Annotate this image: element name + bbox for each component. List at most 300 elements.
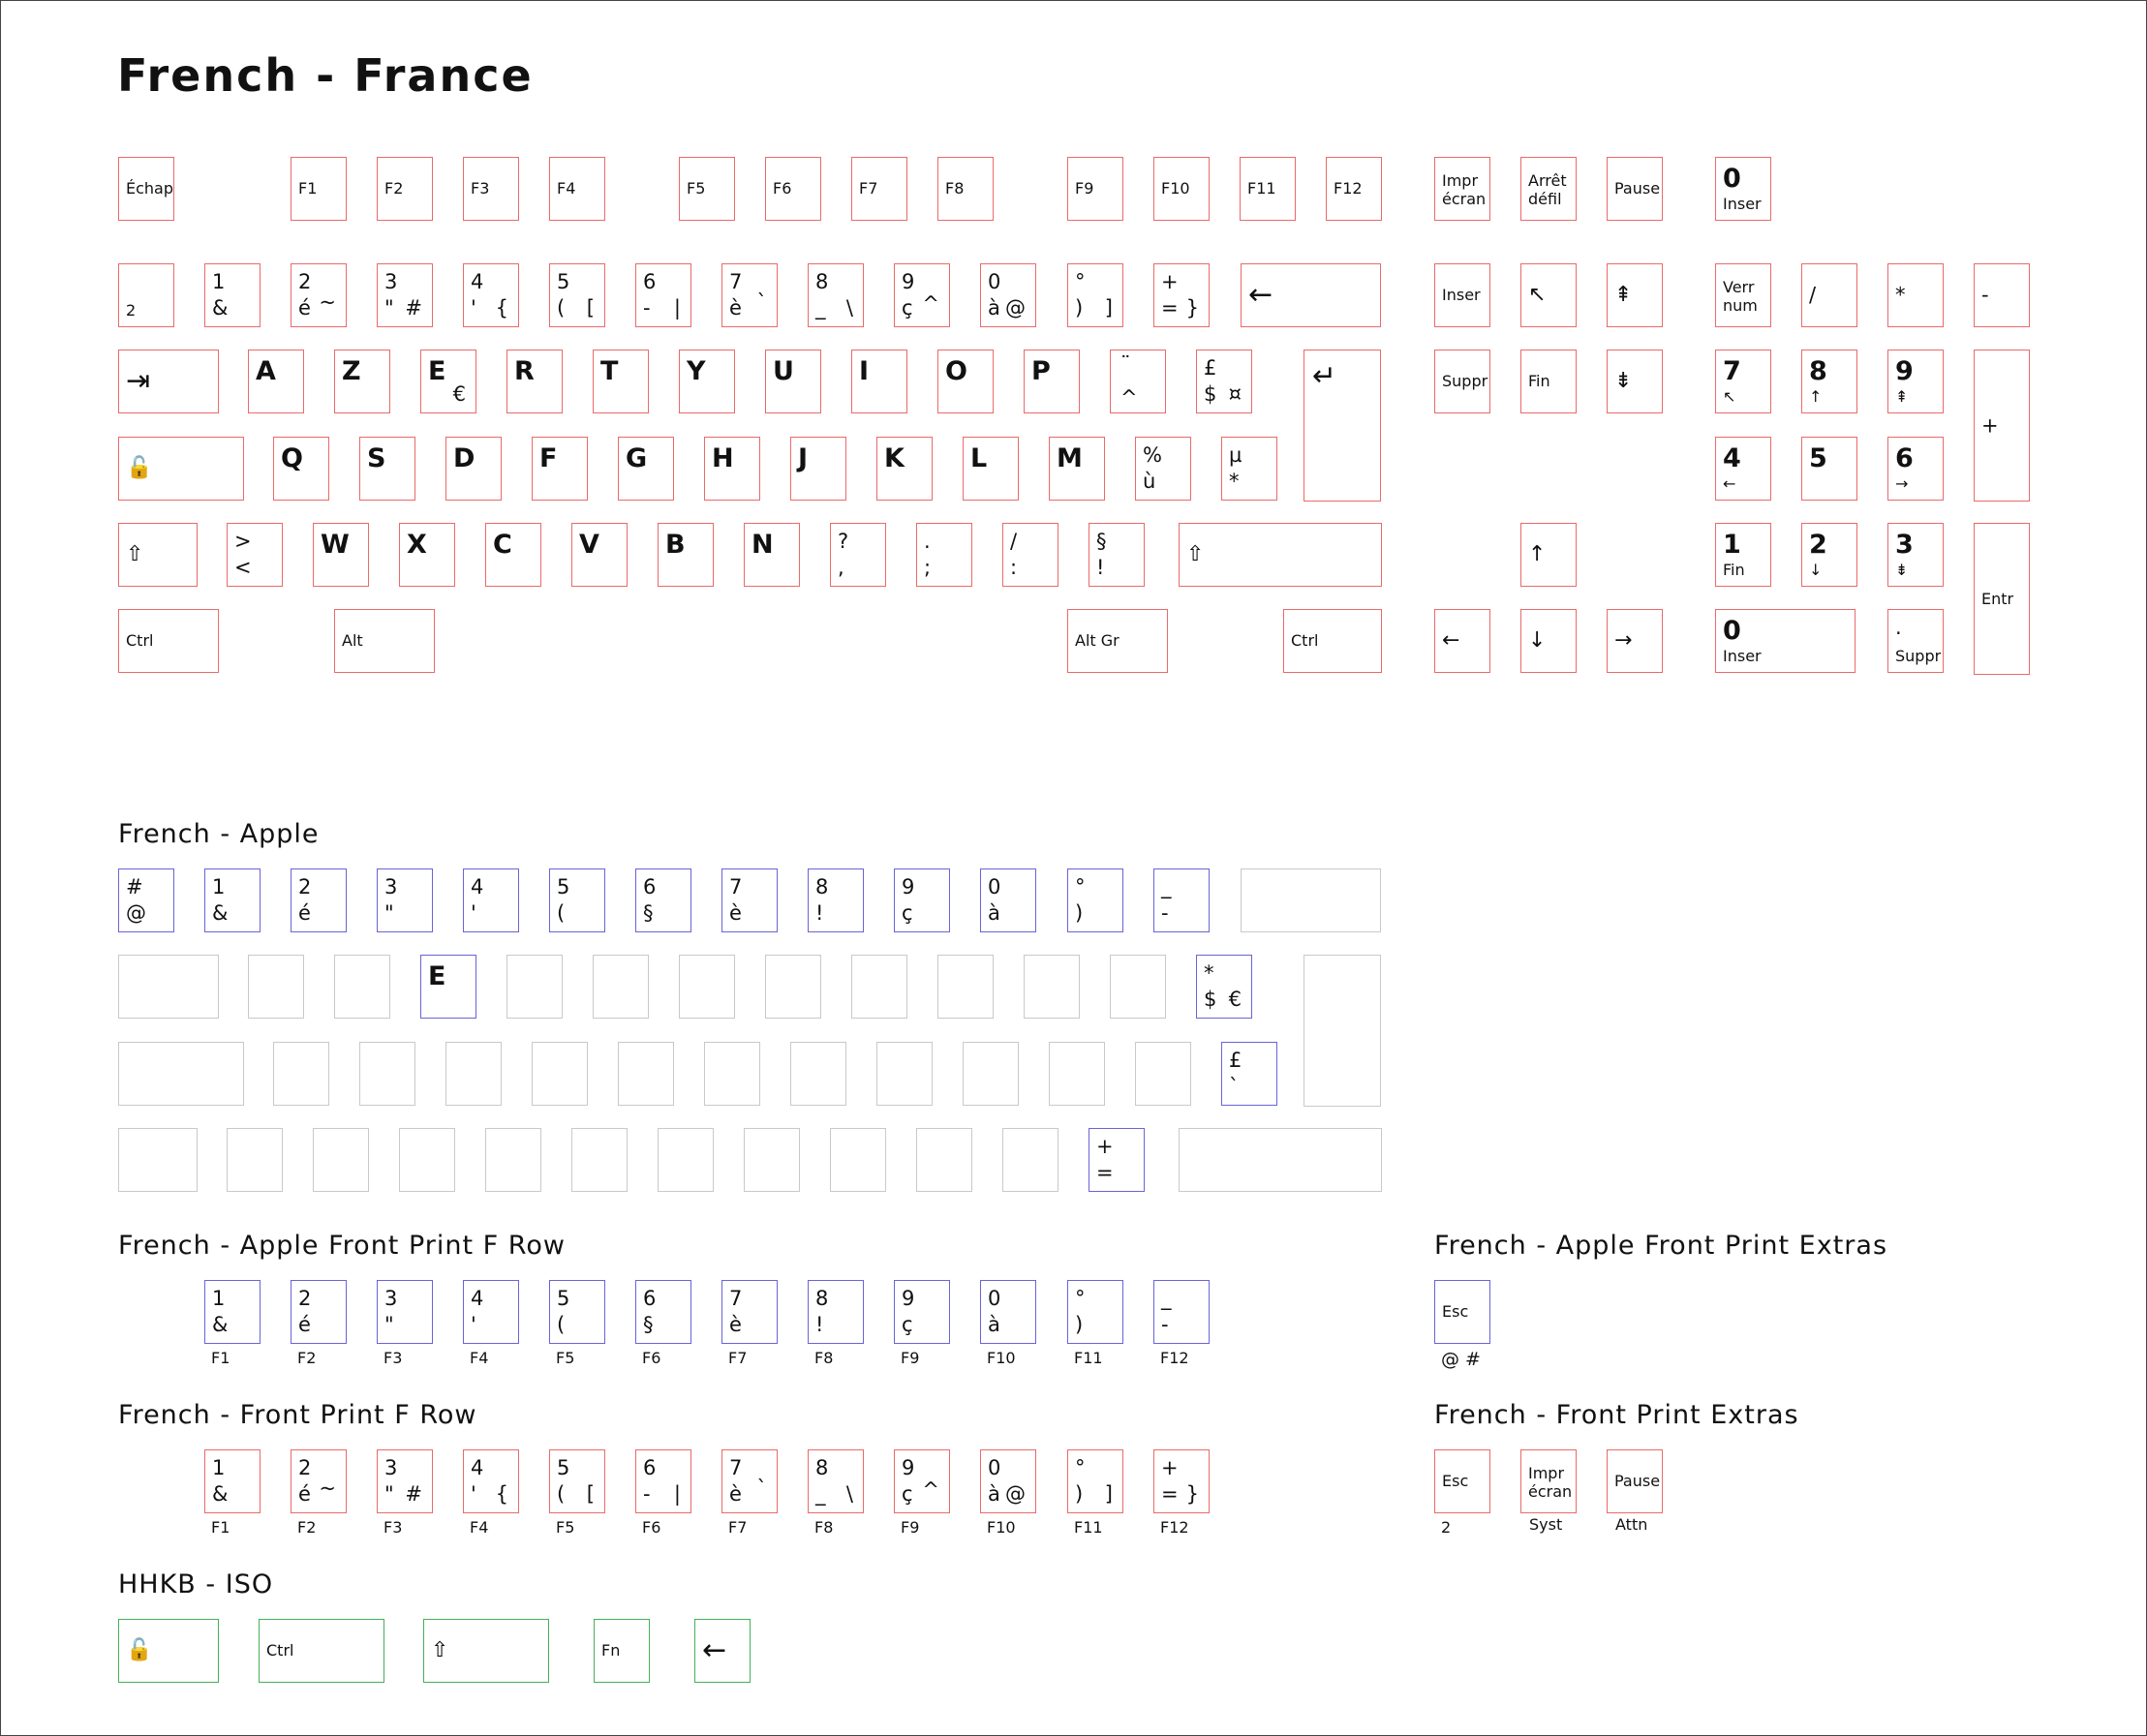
- key-r[interactable]: [506, 350, 563, 413]
- key-label-bottom: -: [1161, 1313, 1169, 1336]
- key-label-top: 1: [212, 270, 226, 293]
- key-apple-0[interactable]: [980, 868, 1036, 932]
- key-e[interactable]: [420, 350, 476, 413]
- key-apple-blank[interactable]: [334, 955, 390, 1019]
- key-apple-7[interactable]: [721, 868, 778, 932]
- key-label-altgr: \: [845, 296, 853, 320]
- key-f11[interactable]: [1240, 157, 1296, 221]
- key-label: X: [407, 530, 427, 560]
- key-f8[interactable]: [937, 157, 994, 221]
- key-label-altgr: \: [845, 1482, 853, 1506]
- key-apple-blank[interactable]: [851, 955, 907, 1019]
- key-apple-3[interactable]: [377, 868, 433, 932]
- arrow-up-icon: ↑: [1528, 542, 1547, 566]
- key-apple-4[interactable]: [463, 868, 519, 932]
- key-pound[interactable]: [1196, 350, 1252, 413]
- key-x[interactable]: [399, 523, 455, 587]
- key-apple-blank[interactable]: [1002, 1128, 1058, 1192]
- key-apple-blank[interactable]: [248, 955, 304, 1019]
- key-print-screen[interactable]: [1434, 157, 1490, 221]
- key-apple-degree[interactable]: [1067, 868, 1123, 932]
- key-label: 6: [1895, 443, 1914, 473]
- key-apple-6[interactable]: [635, 868, 691, 932]
- key-front-6[interactable]: [635, 1449, 691, 1513]
- key-z[interactable]: [334, 350, 390, 413]
- key-apple-blank[interactable]: [485, 1128, 541, 1192]
- key-v[interactable]: [571, 523, 628, 587]
- key-label: 9: [1895, 356, 1914, 386]
- key-5[interactable]: [549, 263, 605, 327]
- key-apple-tab-blank[interactable]: [118, 955, 219, 1019]
- key-p[interactable]: [1024, 350, 1080, 413]
- key-8[interactable]: [808, 263, 864, 327]
- section-title-front-f-row: French - Front Print F Row: [118, 1400, 477, 1430]
- key-enter[interactable]: [1304, 350, 1381, 502]
- key-4[interactable]: [463, 263, 519, 327]
- key-apple-esc[interactable]: [1434, 1280, 1490, 1344]
- front-print-label: F3: [383, 1349, 403, 1367]
- key-7[interactable]: [721, 263, 778, 327]
- key-label-altgr: }: [1185, 296, 1199, 320]
- key-apple-blank[interactable]: [679, 955, 735, 1019]
- key-apple-caps-blank[interactable]: [118, 1042, 244, 1106]
- key-label-bottom: ": [384, 1313, 394, 1336]
- key-label-top: 3: [384, 1456, 398, 1479]
- key-label-top: °: [1075, 1456, 1086, 1479]
- key-apple-blank[interactable]: [227, 1128, 283, 1192]
- key-0[interactable]: [980, 263, 1036, 327]
- key-label-top: 0: [988, 875, 1001, 898]
- key-f3[interactable]: [463, 157, 519, 221]
- key-numpad-6[interactable]: [1887, 437, 1944, 501]
- key-label-top: 4: [471, 1287, 484, 1310]
- key-label-top: ¨: [1120, 352, 1131, 376]
- key-n[interactable]: [744, 523, 800, 587]
- key-label-altgr: {: [495, 296, 508, 320]
- key-percent[interactable]: [1135, 437, 1191, 501]
- key-numpad-divide[interactable]: [1801, 263, 1857, 327]
- tab-icon: ⇥: [126, 364, 151, 398]
- key-label: 4: [1723, 443, 1741, 473]
- key-apple-front-5[interactable]: [549, 1280, 605, 1344]
- key-label-altgr: €: [452, 382, 466, 406]
- key-semicolon[interactable]: [916, 523, 972, 587]
- key-label-bottom: à: [988, 296, 1000, 320]
- key-apple-blank[interactable]: [658, 1128, 714, 1192]
- key-left-shift[interactable]: [118, 523, 198, 587]
- key-numpad-5[interactable]: [1801, 437, 1857, 501]
- key-2[interactable]: [291, 263, 347, 327]
- key-hhkb-caps-lock[interactable]: [118, 1619, 219, 1683]
- key-hhkb-shift[interactable]: [423, 1619, 549, 1683]
- key-label-top: Verr: [1723, 278, 1755, 296]
- key-apple-e[interactable]: [420, 955, 476, 1019]
- key-label-top: 6: [643, 270, 657, 293]
- key-less-than[interactable]: [227, 523, 283, 587]
- front-print-label: F12: [1160, 1349, 1189, 1367]
- arrow-down-icon: ↓: [1809, 561, 1823, 579]
- key-f6[interactable]: [765, 157, 821, 221]
- key-label-bottom: &: [212, 296, 229, 320]
- key-label-altgr: {: [495, 1482, 508, 1506]
- key-insert-top[interactable]: [1715, 157, 1771, 221]
- key-apple-blank[interactable]: [618, 1042, 674, 1106]
- key-apple-blank[interactable]: [1024, 955, 1080, 1019]
- key-apple-blank[interactable]: [765, 955, 821, 1019]
- section-title-front-extras: French - Front Print Extras: [1434, 1400, 1799, 1430]
- key-i[interactable]: [851, 350, 907, 413]
- backspace-icon: ←: [1248, 278, 1273, 312]
- key-numpad-0[interactable]: [1715, 609, 1856, 673]
- key-apple-9[interactable]: [894, 868, 950, 932]
- key-arrow-up[interactable]: [1520, 523, 1577, 587]
- key-exclamation[interactable]: [1089, 523, 1145, 587]
- key-apple-2[interactable]: [291, 868, 347, 932]
- key-9[interactable]: [894, 263, 950, 327]
- shift-icon: ⇧: [1186, 542, 1205, 566]
- key-apple-pound[interactable]: [1221, 1042, 1277, 1106]
- key-f9[interactable]: [1067, 157, 1123, 221]
- key-label-altgr: [: [586, 296, 595, 320]
- key-superscript-2[interactable]: [118, 263, 174, 327]
- key-label: 3: [1895, 530, 1914, 560]
- key-j[interactable]: [790, 437, 846, 501]
- key-label-bottom: !: [815, 901, 824, 925]
- key-front-esc[interactable]: [1434, 1449, 1490, 1513]
- key-apple-blank[interactable]: [744, 1128, 800, 1192]
- key-apple-front-2[interactable]: [291, 1280, 347, 1344]
- key-apple-blank[interactable]: [571, 1128, 628, 1192]
- key-f7[interactable]: [851, 157, 907, 221]
- key-plus[interactable]: [1153, 263, 1210, 327]
- key-apple-5[interactable]: [549, 868, 605, 932]
- key-label-bottom: =: [1161, 296, 1179, 320]
- key-apple-blank[interactable]: [876, 1042, 933, 1106]
- key-numpad-9[interactable]: [1887, 350, 1944, 413]
- key-apple-blank[interactable]: [532, 1042, 588, 1106]
- key-hhkb-ctrl[interactable]: [259, 1619, 384, 1683]
- key-tab[interactable]: [118, 350, 219, 413]
- key-label-top: 3: [384, 875, 398, 898]
- key-label-bottom: (: [557, 296, 566, 320]
- front-print-label: F12: [1160, 1518, 1189, 1537]
- key-front-4[interactable]: [463, 1449, 519, 1513]
- key-label-top: 9: [902, 1287, 915, 1310]
- key-front-pause[interactable]: [1607, 1449, 1663, 1513]
- key-label: P: [1031, 356, 1051, 386]
- key-label: Alt: [342, 631, 363, 650]
- key-numpad-1[interactable]: [1715, 523, 1771, 587]
- key-right-ctrl[interactable]: [1283, 609, 1382, 673]
- key-label: G: [626, 443, 648, 473]
- key-6[interactable]: [635, 263, 691, 327]
- key-front-degree[interactable]: [1067, 1449, 1123, 1513]
- key-apple-blank[interactable]: [445, 1042, 502, 1106]
- key-label-top: 0: [988, 270, 1001, 293]
- key-numpad-3[interactable]: [1887, 523, 1944, 587]
- key-h[interactable]: [704, 437, 760, 501]
- key-apple-blank[interactable]: [273, 1042, 329, 1106]
- key-numpad-enter[interactable]: [1974, 523, 2030, 675]
- key-label-bottom: !: [1096, 556, 1105, 579]
- key-apple-blank[interactable]: [830, 1128, 886, 1192]
- page-down-icon: ⇟: [1895, 561, 1909, 579]
- key-label-bottom: Inser: [1723, 195, 1762, 213]
- key-numpad-4[interactable]: [1715, 437, 1771, 501]
- key-label-top: #: [126, 875, 143, 898]
- key-m[interactable]: [1049, 437, 1105, 501]
- key-apple-front-6[interactable]: [635, 1280, 691, 1344]
- key-hhkb-backspace[interactable]: [694, 1619, 751, 1683]
- key-label-bottom: ù: [1143, 470, 1156, 493]
- key-apple-blank[interactable]: [963, 1042, 1019, 1106]
- front-print-label: F7: [728, 1349, 748, 1367]
- key-l[interactable]: [963, 437, 1019, 501]
- key-page-down[interactable]: [1607, 350, 1663, 413]
- section-title-apple: French - Apple: [118, 819, 320, 849]
- key-label: Pause: [1614, 1472, 1661, 1490]
- key-num-lock[interactable]: [1715, 263, 1771, 327]
- key-apple-blank[interactable]: [1135, 1042, 1191, 1106]
- key-alt[interactable]: [334, 609, 435, 673]
- key-3[interactable]: [377, 263, 433, 327]
- key-label-top: °: [1075, 1287, 1086, 1310]
- key-delete[interactable]: [1434, 350, 1490, 413]
- front-print-label: F9: [901, 1518, 920, 1537]
- key-label: F2: [384, 179, 404, 198]
- front-print-label: F11: [1074, 1349, 1103, 1367]
- key-front-8[interactable]: [808, 1449, 864, 1513]
- key-label: F9: [1075, 179, 1094, 198]
- key-label-altgr: @: [1005, 296, 1026, 320]
- front-print-label: F8: [814, 1349, 834, 1367]
- key-t[interactable]: [593, 350, 649, 413]
- key-label-top: %: [1143, 443, 1162, 467]
- key-label: M: [1057, 443, 1083, 473]
- key-numpad-2[interactable]: [1801, 523, 1857, 587]
- key-label-bottom: (: [557, 1313, 566, 1336]
- key-d[interactable]: [445, 437, 502, 501]
- key-label-bottom: ç: [902, 901, 913, 925]
- key-apple-blank[interactable]: [916, 1128, 972, 1192]
- key-k[interactable]: [876, 437, 933, 501]
- key-f2[interactable]: [377, 157, 433, 221]
- key-label: .: [1895, 616, 1902, 639]
- key-apple-backspace-blank[interactable]: [1241, 868, 1381, 932]
- key-apple-blank[interactable]: [313, 1128, 369, 1192]
- key-pause[interactable]: [1607, 157, 1663, 221]
- key-apple-front-7[interactable]: [721, 1280, 778, 1344]
- key-label: Z: [342, 356, 361, 386]
- key-end[interactable]: [1520, 350, 1577, 413]
- front-print-label: F4: [470, 1518, 489, 1537]
- key-apple-front-1[interactable]: [204, 1280, 261, 1344]
- key-insert[interactable]: [1434, 263, 1490, 327]
- key-o[interactable]: [937, 350, 994, 413]
- key-apple-blank[interactable]: [1110, 955, 1166, 1019]
- key-apple-blank[interactable]: [506, 955, 563, 1019]
- key-c[interactable]: [485, 523, 541, 587]
- key-label: W: [321, 530, 350, 560]
- key-backspace[interactable]: [1241, 263, 1381, 327]
- shift-icon: ⇧: [126, 542, 144, 566]
- key-q[interactable]: [273, 437, 329, 501]
- key-apple-1[interactable]: [204, 868, 261, 932]
- key-label: Alt Gr: [1075, 631, 1120, 650]
- key-front-7[interactable]: [721, 1449, 778, 1513]
- key-front-5[interactable]: [549, 1449, 605, 1513]
- key-label-altgr: |: [673, 296, 681, 320]
- key-apple-blank[interactable]: [790, 1042, 846, 1106]
- key-label-top: _: [1161, 1287, 1172, 1310]
- key-label-top: 0: [988, 1456, 1001, 1479]
- section-title-hhkb: HHKB - ISO: [118, 1569, 274, 1599]
- key-label-bottom: ': [471, 901, 476, 925]
- shift-icon: ⇧: [431, 1638, 449, 1662]
- key-s[interactable]: [359, 437, 415, 501]
- key-numpad-7[interactable]: [1715, 350, 1771, 413]
- key-apple-blank[interactable]: [704, 1042, 760, 1106]
- key-label-bottom: &: [212, 901, 229, 925]
- key-label: Ctrl: [266, 1641, 294, 1660]
- key-apple-blank[interactable]: [399, 1128, 455, 1192]
- key-label-top: 3: [384, 1287, 398, 1310]
- front-print-label: F10: [987, 1349, 1016, 1367]
- key-apple-shift-blank[interactable]: [118, 1128, 198, 1192]
- key-front-plus[interactable]: [1153, 1449, 1210, 1513]
- home-arrow-icon: ↖: [1723, 387, 1736, 406]
- key-g[interactable]: [618, 437, 674, 501]
- front-print-label: Attn: [1615, 1515, 1648, 1534]
- key-front-9[interactable]: [894, 1449, 950, 1513]
- key-apple-front-3[interactable]: [377, 1280, 433, 1344]
- key-f12[interactable]: [1326, 157, 1382, 221]
- key-apple-front-4[interactable]: [463, 1280, 519, 1344]
- key-label: U: [773, 356, 794, 386]
- key-front-print-screen[interactable]: [1520, 1449, 1577, 1513]
- enter-icon: ↵: [1312, 359, 1337, 393]
- key-home[interactable]: [1520, 263, 1577, 327]
- key-label: Y: [687, 356, 706, 386]
- key-b[interactable]: [658, 523, 714, 587]
- key-apple-front-0[interactable]: [980, 1280, 1036, 1344]
- key-label: K: [884, 443, 905, 473]
- key-label-bottom: ç: [902, 1482, 913, 1506]
- key-apple-right-shift-blank[interactable]: [1179, 1128, 1382, 1192]
- key-arrow-left[interactable]: [1434, 609, 1490, 673]
- key-caps-lock[interactable]: [118, 437, 244, 501]
- key-apple-front-underscore[interactable]: [1153, 1280, 1210, 1344]
- key-apple-blank[interactable]: [1049, 1042, 1105, 1106]
- key-numpad-8[interactable]: [1801, 350, 1857, 413]
- key-label-top: 4: [471, 1456, 484, 1479]
- key-1[interactable]: [204, 263, 261, 327]
- key-f5[interactable]: [679, 157, 735, 221]
- key-label-bottom: !: [815, 1313, 824, 1336]
- key-label-bottom: ): [1075, 296, 1084, 320]
- key-apple-blank[interactable]: [359, 1042, 415, 1106]
- key-arrow-down[interactable]: [1520, 609, 1577, 673]
- key-label-bottom: ): [1075, 1313, 1084, 1336]
- key-right-shift[interactable]: [1179, 523, 1382, 587]
- key-label-bottom: <: [234, 556, 252, 579]
- key-label: O: [945, 356, 967, 386]
- key-numpad-plus[interactable]: [1974, 350, 2030, 502]
- key-label: Fn: [601, 1641, 621, 1660]
- key-apple-enter-blank[interactable]: [1304, 955, 1381, 1107]
- key-hhkb-fn[interactable]: [594, 1619, 650, 1683]
- key-front-2[interactable]: [291, 1449, 347, 1513]
- key-diaeresis[interactable]: [1110, 350, 1166, 413]
- key-apple-blank[interactable]: [593, 955, 649, 1019]
- front-print-label: F7: [728, 1518, 748, 1537]
- key-label-bottom: Fin: [1723, 561, 1745, 579]
- key-left-ctrl[interactable]: [118, 609, 219, 673]
- key-micro[interactable]: [1221, 437, 1277, 501]
- key-label: Ctrl: [1291, 631, 1319, 650]
- key-label-top: °: [1075, 270, 1086, 293]
- key-comma[interactable]: [830, 523, 886, 587]
- key-f4[interactable]: [549, 157, 605, 221]
- key-f10[interactable]: [1153, 157, 1210, 221]
- key-page-up[interactable]: [1607, 263, 1663, 327]
- key-front-3[interactable]: [377, 1449, 433, 1513]
- key-y[interactable]: [679, 350, 735, 413]
- key-degree[interactable]: [1067, 263, 1123, 327]
- key-label-top: 4: [471, 270, 484, 293]
- key-label-bottom: ): [1075, 1482, 1084, 1506]
- key-f[interactable]: [532, 437, 588, 501]
- key-label-bottom: @: [126, 901, 146, 925]
- key-u[interactable]: [765, 350, 821, 413]
- key-alt-gr[interactable]: [1067, 609, 1168, 673]
- key-label: S: [367, 443, 386, 473]
- key-label-bottom: -: [643, 296, 651, 320]
- key-colon[interactable]: [1002, 523, 1058, 587]
- key-numpad-minus[interactable]: [1974, 263, 2030, 327]
- key-apple-plus[interactable]: [1089, 1128, 1145, 1192]
- key-apple-front-9[interactable]: [894, 1280, 950, 1344]
- key-label-top: 5: [557, 270, 570, 293]
- key-apple-underscore[interactable]: [1153, 868, 1210, 932]
- key-apple-front-8[interactable]: [808, 1280, 864, 1344]
- key-label-bottom: §: [643, 1313, 654, 1336]
- key-apple-8[interactable]: [808, 868, 864, 932]
- front-print-label: F11: [1074, 1518, 1103, 1537]
- key-front-0[interactable]: [980, 1449, 1036, 1513]
- key-apple-hash[interactable]: [118, 868, 174, 932]
- key-label-bottom: §: [643, 901, 654, 925]
- key-apple-blank[interactable]: [937, 955, 994, 1019]
- key-apple-dollar[interactable]: [1196, 955, 1252, 1019]
- key-apple-front-degree[interactable]: [1067, 1280, 1123, 1344]
- key-numpad-multiply[interactable]: [1887, 263, 1944, 327]
- key-arrow-right[interactable]: [1607, 609, 1663, 673]
- key-label-altgr: ¤: [1228, 382, 1242, 406]
- key-label-altgr: [: [586, 1482, 595, 1506]
- key-f1[interactable]: [291, 157, 347, 221]
- key-w[interactable]: [313, 523, 369, 587]
- caps-lock-icon: 🔓: [126, 1638, 153, 1662]
- key-scroll-lock[interactable]: [1520, 157, 1577, 221]
- key-label: 8: [1809, 356, 1827, 386]
- key-a[interactable]: [248, 350, 304, 413]
- key-label-top: 7: [729, 270, 743, 293]
- key-label-bottom: à: [988, 1482, 1000, 1506]
- key-echap[interactable]: [118, 157, 174, 221]
- key-numpad-decimal[interactable]: [1887, 609, 1944, 673]
- key-front-1[interactable]: [204, 1449, 261, 1513]
